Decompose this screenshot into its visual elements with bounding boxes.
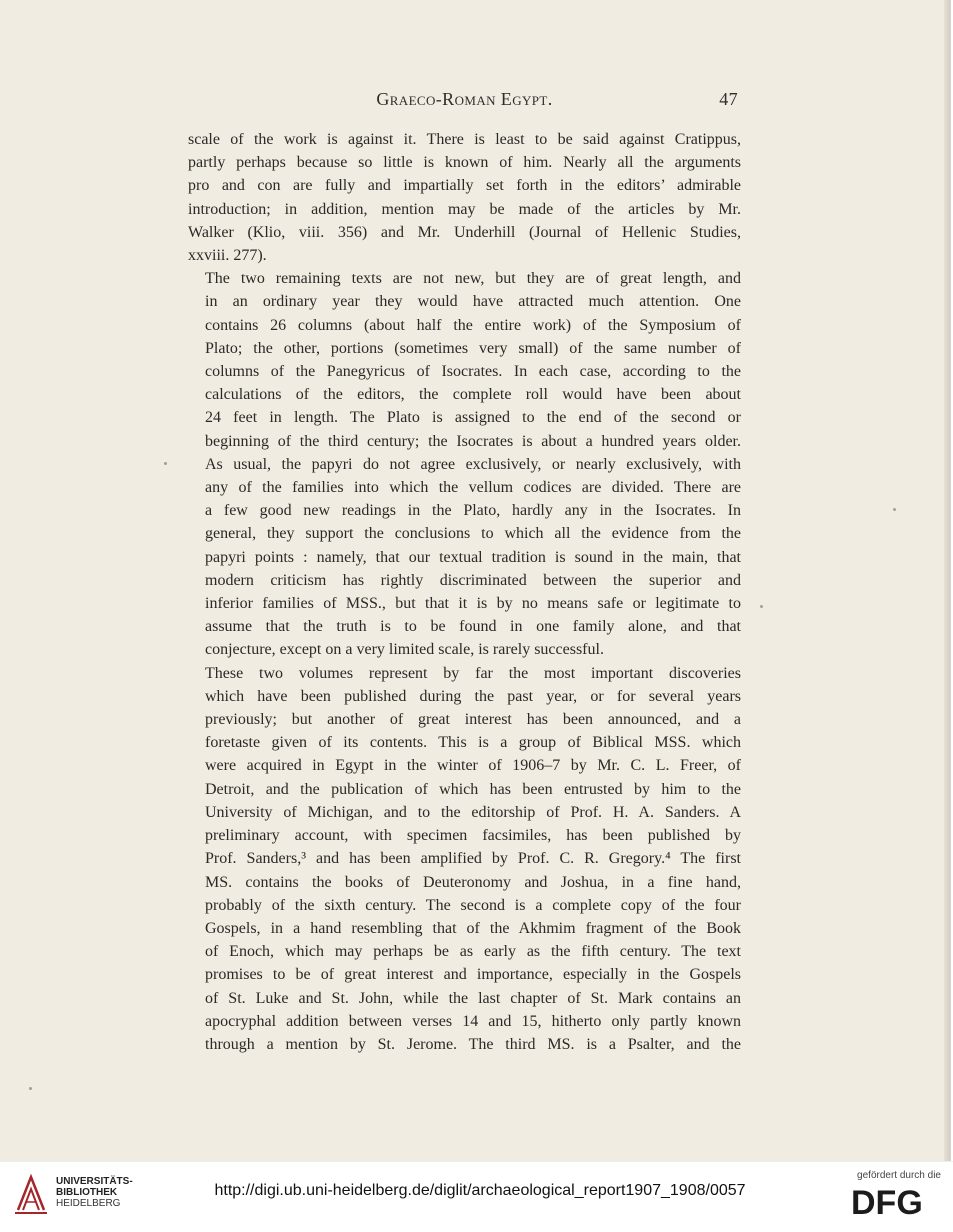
text-line: previously; but another of great interest has been announced, and a bbox=[205, 711, 741, 729]
text-line: which have been published during the past year, or for several years bbox=[205, 687, 741, 705]
library-name-line: BIBLIOTHEK bbox=[56, 1187, 118, 1198]
running-head bbox=[188, 89, 741, 113]
text-line: partly perhaps because so little is known of him. Nearly all the arguments bbox=[188, 154, 741, 172]
text-line: introduction; in addition, mention may be made of the articles by Mr. bbox=[188, 200, 741, 218]
scan-speck bbox=[760, 605, 763, 608]
text-line: MS. contains the books of Deuteronomy and Joshua, in a fine hand, bbox=[205, 873, 741, 891]
text-line: calculations of the editors, the complete roll would have been about bbox=[205, 386, 741, 404]
text-line: pro and con are fully and impartially set forth in the editors’ admirable bbox=[188, 177, 741, 195]
svg-text:DFG: DFG bbox=[851, 1184, 923, 1218]
text-line: a few good new readings in the Plato, hardly any in the Isocrates. In bbox=[205, 502, 741, 520]
text-line: in an ordinary year they would have attracted much attention. One bbox=[205, 293, 741, 311]
paragraph-2 bbox=[188, 267, 741, 661]
text-line: contains 26 columns (about half the entire work) of the Symposium of bbox=[205, 316, 741, 334]
text-line: preliminary account, with specimen facsimiles, has been published by bbox=[205, 827, 741, 845]
text-line: of St. Luke and St. John, while the last chapter of St. Mark contains an bbox=[205, 989, 741, 1007]
text-line: papyri points : namely, that our textual tradition is sound in the main, that bbox=[205, 548, 741, 566]
text-line: modern criticism has rightly discriminated between the superior and bbox=[205, 571, 741, 589]
text-line: Walker (Klio, viii. 356) and Mr. Underhill (Journal of Hellenic Studies, bbox=[188, 223, 741, 241]
text-line: University of Michigan, and to the editorship of Prof. H. A. Sanders. A bbox=[205, 803, 741, 821]
text-line: general, they support the conclusions to which all the evidence from the bbox=[205, 525, 741, 543]
running-title: Graeco-Roman Egypt. bbox=[376, 89, 553, 109]
text-line: Gospels, in a hand resembling that of the Akhmim fragment of the Book bbox=[205, 919, 741, 937]
text-line: any of the families into which the vellum codices are divided. There are bbox=[205, 479, 741, 497]
text-line: of Enoch, which may perhaps be as early as the fifth century. The text bbox=[205, 943, 741, 961]
text-line: apocryphal addition between verses 14 and 15, hitherto only partly known bbox=[205, 1012, 741, 1030]
text-line: Prof. Sanders,³ and has been amplified by Prof. C. R. Gregory.⁴ The first bbox=[205, 850, 741, 868]
body-text bbox=[188, 128, 741, 1056]
library-name bbox=[56, 1176, 142, 1209]
text-line: 24 feet in length. The Plato is assigned to the end of the second or bbox=[205, 409, 741, 427]
scan-speck bbox=[164, 462, 167, 465]
permalink-url[interactable]: http://digi.ub.uni-heidelberg.de/diglit/archaeological_report1907_1908/0057 bbox=[214, 1182, 746, 1199]
text-line: Detroit, and the publication of which has been entrusted by him to the bbox=[205, 780, 741, 798]
page-edge-shadow bbox=[944, 0, 950, 1161]
library-logo bbox=[10, 1172, 140, 1220]
scan-speck bbox=[893, 508, 896, 511]
text-line: These two volumes represent by far the most important discoveries bbox=[205, 664, 741, 682]
text-line: conjecture, except on a very limited scale, is rarely successful. bbox=[205, 641, 604, 659]
text-line: through a mention by St. Jerome. The third MS. is a Psalter, and the bbox=[205, 1035, 741, 1053]
text-line: probably of the sixth century. The second is a complete copy of the four bbox=[205, 896, 741, 914]
sponsor-caption: gefördert durch die bbox=[857, 1170, 941, 1181]
text-line: beginning of the third century; the Isocrates is about a hundred years older. bbox=[205, 432, 741, 450]
text-line: inferior families of MSS., but that it is by no means safe or legitimate to bbox=[205, 595, 741, 613]
digitization-footer bbox=[0, 1161, 953, 1232]
text-line: were acquired in Egypt in the winter of 1906–7 by Mr. C. L. Freer, of bbox=[205, 757, 741, 775]
paragraph-3 bbox=[188, 662, 741, 1056]
text-line: The two remaining texts are not new, but they are of great length, and bbox=[205, 270, 741, 288]
scan-speck bbox=[29, 1087, 32, 1090]
paragraph-1 bbox=[188, 128, 741, 267]
library-name-line: HEIDELBERG bbox=[56, 1198, 121, 1209]
library-name-line: UNIVERSITÄTS- bbox=[56, 1176, 133, 1187]
text-line: assume that the truth is to be found in one family alone, and that bbox=[205, 618, 741, 636]
text-line: promises to be of great interest and importance, especially in the Gospels bbox=[205, 966, 741, 984]
text-line: Plato; the other, portions (sometimes very small) of the same number of bbox=[205, 339, 741, 357]
text-line: foretaste given of its contents. This is a group of Biblical MSS. which bbox=[205, 734, 741, 752]
dfg-logo-icon bbox=[849, 1184, 941, 1218]
text-line: xxviii. 277). bbox=[188, 247, 267, 265]
library-emblem-icon bbox=[10, 1172, 52, 1218]
page-number: 47 bbox=[719, 89, 738, 109]
text-line: columns of the Panegyricus of Isocrates. In each case, according to the bbox=[205, 363, 741, 381]
sponsor-block bbox=[841, 1170, 941, 1228]
text-line: scale of the work is against it. There is least to be said against Cratippus, bbox=[188, 131, 741, 148]
text-line: As usual, the papyri do not agree exclusively, or nearly exclusively, with bbox=[205, 455, 741, 473]
